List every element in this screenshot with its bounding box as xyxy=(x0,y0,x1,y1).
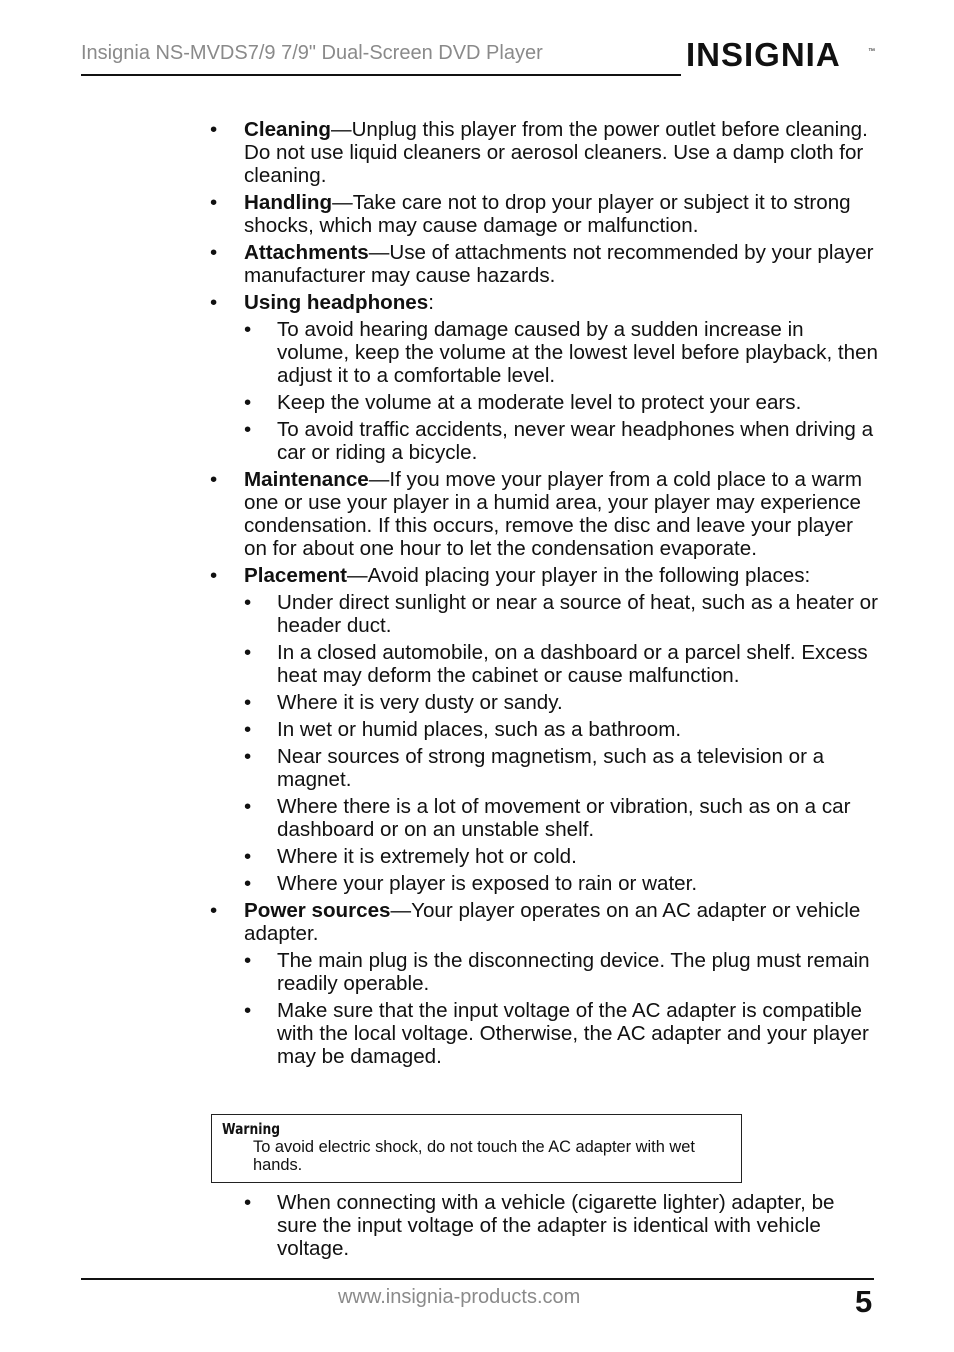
bullet: • xyxy=(210,241,218,264)
bullet: • xyxy=(210,899,218,922)
item-text: —Use of attachments not recommended by your player manufacturer may cause hazards. xyxy=(244,241,874,287)
sub-item xyxy=(244,418,878,464)
sub-item xyxy=(244,999,878,1068)
sub-item xyxy=(244,391,878,414)
bullet: • xyxy=(210,191,218,214)
item-text: —If you move your player from a cold place to a warm one or use your player in a humid area, your player may experience condensation. If this occurs, remove the disc and leave your player on for about one hour to let the condensation evaporate. xyxy=(244,468,863,560)
item-text: —Take care not to drop your player or subject it to strong shocks, which may cause damage or malfunction. xyxy=(244,191,851,237)
item-text: : xyxy=(428,291,434,314)
page-number: 5 xyxy=(855,1284,873,1319)
sub-item-text: Near sources of strong magnetism, such as a television or a magnet. xyxy=(277,745,825,791)
bullet: • xyxy=(244,1191,252,1214)
sub-item xyxy=(244,691,878,714)
bullet: • xyxy=(244,418,252,441)
sub-item-text: Where it is very dusty or sandy. xyxy=(277,691,563,714)
sub-item-text: Where it is extremely hot or cold. xyxy=(277,845,577,868)
bullet: • xyxy=(210,291,218,314)
item-term: Placement xyxy=(244,564,348,587)
bullet: • xyxy=(210,468,218,491)
bullet: • xyxy=(244,391,252,414)
list-item-power-sources xyxy=(210,899,878,945)
sub-item xyxy=(244,1191,874,1260)
footer-rule xyxy=(81,1278,874,1280)
sub-item-text: Under direct sunlight or near a source of heat, such as a heater or header duct. xyxy=(277,591,878,637)
list-item-maintenance xyxy=(210,468,878,560)
bullet: • xyxy=(244,591,252,614)
sub-item-text: To avoid hearing damage caused by a sudden increase in volume, keep the volume at the lowest level before playback, then adjust it to a comfortable level. xyxy=(277,318,878,387)
item-term: Maintenance xyxy=(244,468,369,491)
bullet: • xyxy=(244,795,252,818)
sub-item xyxy=(244,641,878,687)
bullet: • xyxy=(244,641,252,664)
vehicle-adapter-note xyxy=(244,1191,874,1264)
bullet: • xyxy=(244,949,252,972)
list-item-placement xyxy=(210,564,878,587)
sub-item-text: Keep the volume at a moderate level to protect your ears. xyxy=(277,391,802,414)
item-text: —Avoid placing your player in the following places: xyxy=(347,564,811,587)
bullet: • xyxy=(244,718,252,741)
bullet: • xyxy=(244,845,252,868)
bullet: • xyxy=(244,745,252,768)
item-text: —Your player operates on an AC adapter or vehicle adapter. xyxy=(244,899,861,945)
sub-item xyxy=(244,591,878,637)
list-item-handling xyxy=(210,191,878,237)
sub-item xyxy=(244,872,878,895)
warning-box xyxy=(211,1114,742,1183)
list-item-cleaning xyxy=(210,118,878,187)
item-term: Cleaning xyxy=(244,118,331,141)
sub-item-text: In wet or humid places, such as a bathroom. xyxy=(277,718,682,741)
list-item-headphones xyxy=(210,291,878,314)
bullet: • xyxy=(244,872,252,895)
item-term: Attachments xyxy=(244,241,369,264)
sub-item-text: Where your player is exposed to rain or water. xyxy=(277,872,698,895)
sub-item-text: In a closed automobile, on a dashboard or a parcel shelf. Excess heat may deform the cabinet or cause malfunction. xyxy=(277,641,868,687)
bullet: • xyxy=(244,318,252,341)
bullet: • xyxy=(210,564,218,587)
sub-item-text: To avoid traffic accidents, never wear headphones when driving a car or riding a bicycle. xyxy=(277,418,874,464)
item-term: Power sources xyxy=(244,899,391,922)
header-rule xyxy=(81,74,681,76)
sub-item xyxy=(244,795,878,841)
footer-url: www.insignia-products.com xyxy=(338,1286,581,1308)
sub-item xyxy=(244,949,878,995)
warning-title: Warning xyxy=(222,1120,281,1138)
sub-item-text: Where there is a lot of movement or vibration, such as on a car dashboard or on an unstable shelf. xyxy=(277,795,851,841)
list-item-attachments xyxy=(210,241,878,287)
bullet: • xyxy=(244,691,252,714)
logo-trademark: ™ xyxy=(868,48,875,55)
warning-text: To avoid electric shock, do not touch the AC adapter with wet hands. xyxy=(253,1138,695,1174)
sub-item-text: When connecting with a vehicle (cigarette lighter) adapter, be sure the input voltage of the adapter is identical with vehicle voltage. xyxy=(277,1191,835,1260)
sub-item xyxy=(244,318,878,387)
insignia-logo: INSIGNIA xyxy=(686,36,841,73)
header-title: Insignia NS-MVDS7/9 7/9" Dual-Screen DVD Player xyxy=(81,42,543,64)
sub-item xyxy=(244,845,878,868)
bullet: • xyxy=(244,999,252,1022)
sub-item xyxy=(244,745,878,791)
item-term: Using headphones xyxy=(244,291,429,314)
bullet: • xyxy=(210,118,218,141)
sub-item-text: Make sure that the input voltage of the AC adapter is compatible with the local voltage. Otherwise, the AC adapter and your player may be damaged. xyxy=(277,999,869,1068)
safety-list xyxy=(210,118,878,1068)
sub-item-text: The main plug is the disconnecting device. The plug must remain readily operable. xyxy=(277,949,870,995)
item-text: —Unplug this player from the power outlet before cleaning. Do not use liquid cleaners or aerosol cleaners. Use a damp cloth for cleaning. xyxy=(244,118,868,187)
item-term: Handling xyxy=(244,191,333,214)
sub-item xyxy=(244,718,878,741)
